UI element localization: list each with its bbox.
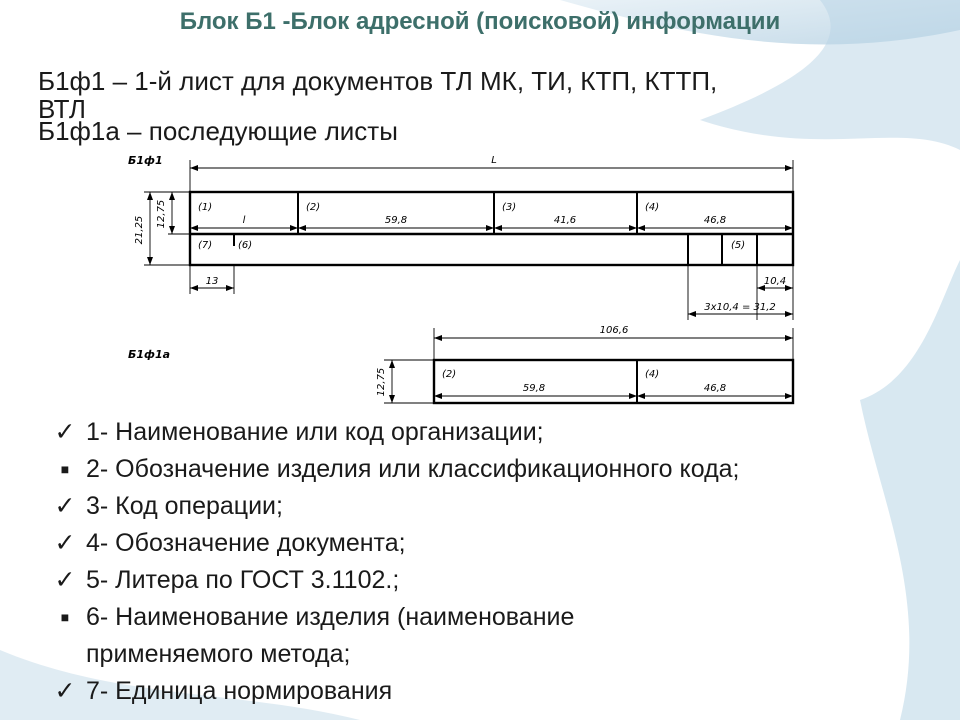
slide-title: Блок Б1 -Блок адресной (поисковой) информации (179, 8, 781, 35)
form-1a-frame (434, 360, 793, 403)
field-6-label: (6) (238, 240, 253, 251)
dim-field-7: 13 (205, 276, 219, 287)
field-1a-2-label: (2) (442, 369, 457, 380)
field-7-label: (7) (198, 240, 213, 251)
list-item (50, 525, 940, 562)
dim-field-3: 41,6 (553, 215, 577, 226)
list-item-text: 7- Единица нормирования (86, 677, 393, 705)
subtitle-form-1: Б1ф1 – 1-й лист для документов ТЛ МК, ТИ, КТП, КТТП, (38, 66, 718, 96)
field-4-label: (4) (645, 202, 660, 213)
form-drawing (120, 148, 845, 406)
dim-field-4: 46,8 (703, 215, 727, 226)
check-icon: ✓ (54, 677, 76, 705)
square-bullet-icon: ■ (60, 609, 70, 625)
dim-field-5: 10,4 (763, 276, 787, 287)
field-list (50, 414, 940, 710)
list-item-text: 5- Литера по ГОСТ 3.1102.; (86, 566, 400, 594)
dim-1a-height: 12,75 (376, 367, 387, 397)
form-1a-dimensions (384, 328, 793, 403)
field-3-label: (3) (502, 202, 517, 213)
field-2-label: (2) (306, 202, 321, 213)
list-item-text: 3- Код операции; (86, 492, 283, 520)
check-icon: ✓ (54, 529, 76, 557)
dim-field-2: 59,8 (384, 215, 408, 226)
list-item (50, 414, 940, 451)
list-item (50, 451, 940, 488)
dim-total-l: L (491, 155, 497, 166)
dim-height-total: 21,25 (134, 215, 145, 245)
dim-1a-total: 106,6 (599, 325, 629, 336)
form-1-frame (190, 192, 793, 265)
check-icon: ✓ (54, 418, 76, 446)
field-1-label: (1) (198, 202, 213, 213)
list-item-text-continued: применяемого метода; (86, 640, 351, 668)
field-5-label: (5) (731, 240, 746, 251)
subtitle-form-1a: Б1ф1а – последующие листы (38, 116, 398, 146)
list-item (50, 562, 940, 599)
label-form-1: Б1ф1 (128, 154, 163, 167)
list-item-text: 1- Наименование или код организации; (86, 418, 544, 446)
dim-1a-field-2: 59,8 (522, 383, 546, 394)
form-drawing-svg (120, 148, 845, 406)
dim-field-5-total: 3x10,4 = 31,2 (704, 302, 776, 313)
list-item-text: 2- Обозначение изделия или классификационного кода; (86, 455, 740, 483)
list-item-text: 4- Обозначение документа; (86, 529, 406, 557)
list-item (50, 673, 940, 710)
dim-1a-field-4: 46,8 (703, 383, 727, 394)
label-form-1a: Б1ф1а (128, 348, 171, 361)
list-item (50, 599, 940, 673)
dim-field-1: l (242, 215, 246, 226)
list-item-text: 6- Наименование изделия (наименование (86, 603, 575, 631)
subtitle-form-1-continued: ВТЛ (38, 94, 86, 124)
field-1a-4-label: (4) (645, 369, 660, 380)
list-item (50, 488, 940, 525)
square-bullet-icon: ■ (60, 461, 70, 477)
check-icon: ✓ (54, 566, 76, 594)
check-icon: ✓ (54, 492, 76, 520)
dim-height-row: 12,75 (156, 199, 167, 229)
